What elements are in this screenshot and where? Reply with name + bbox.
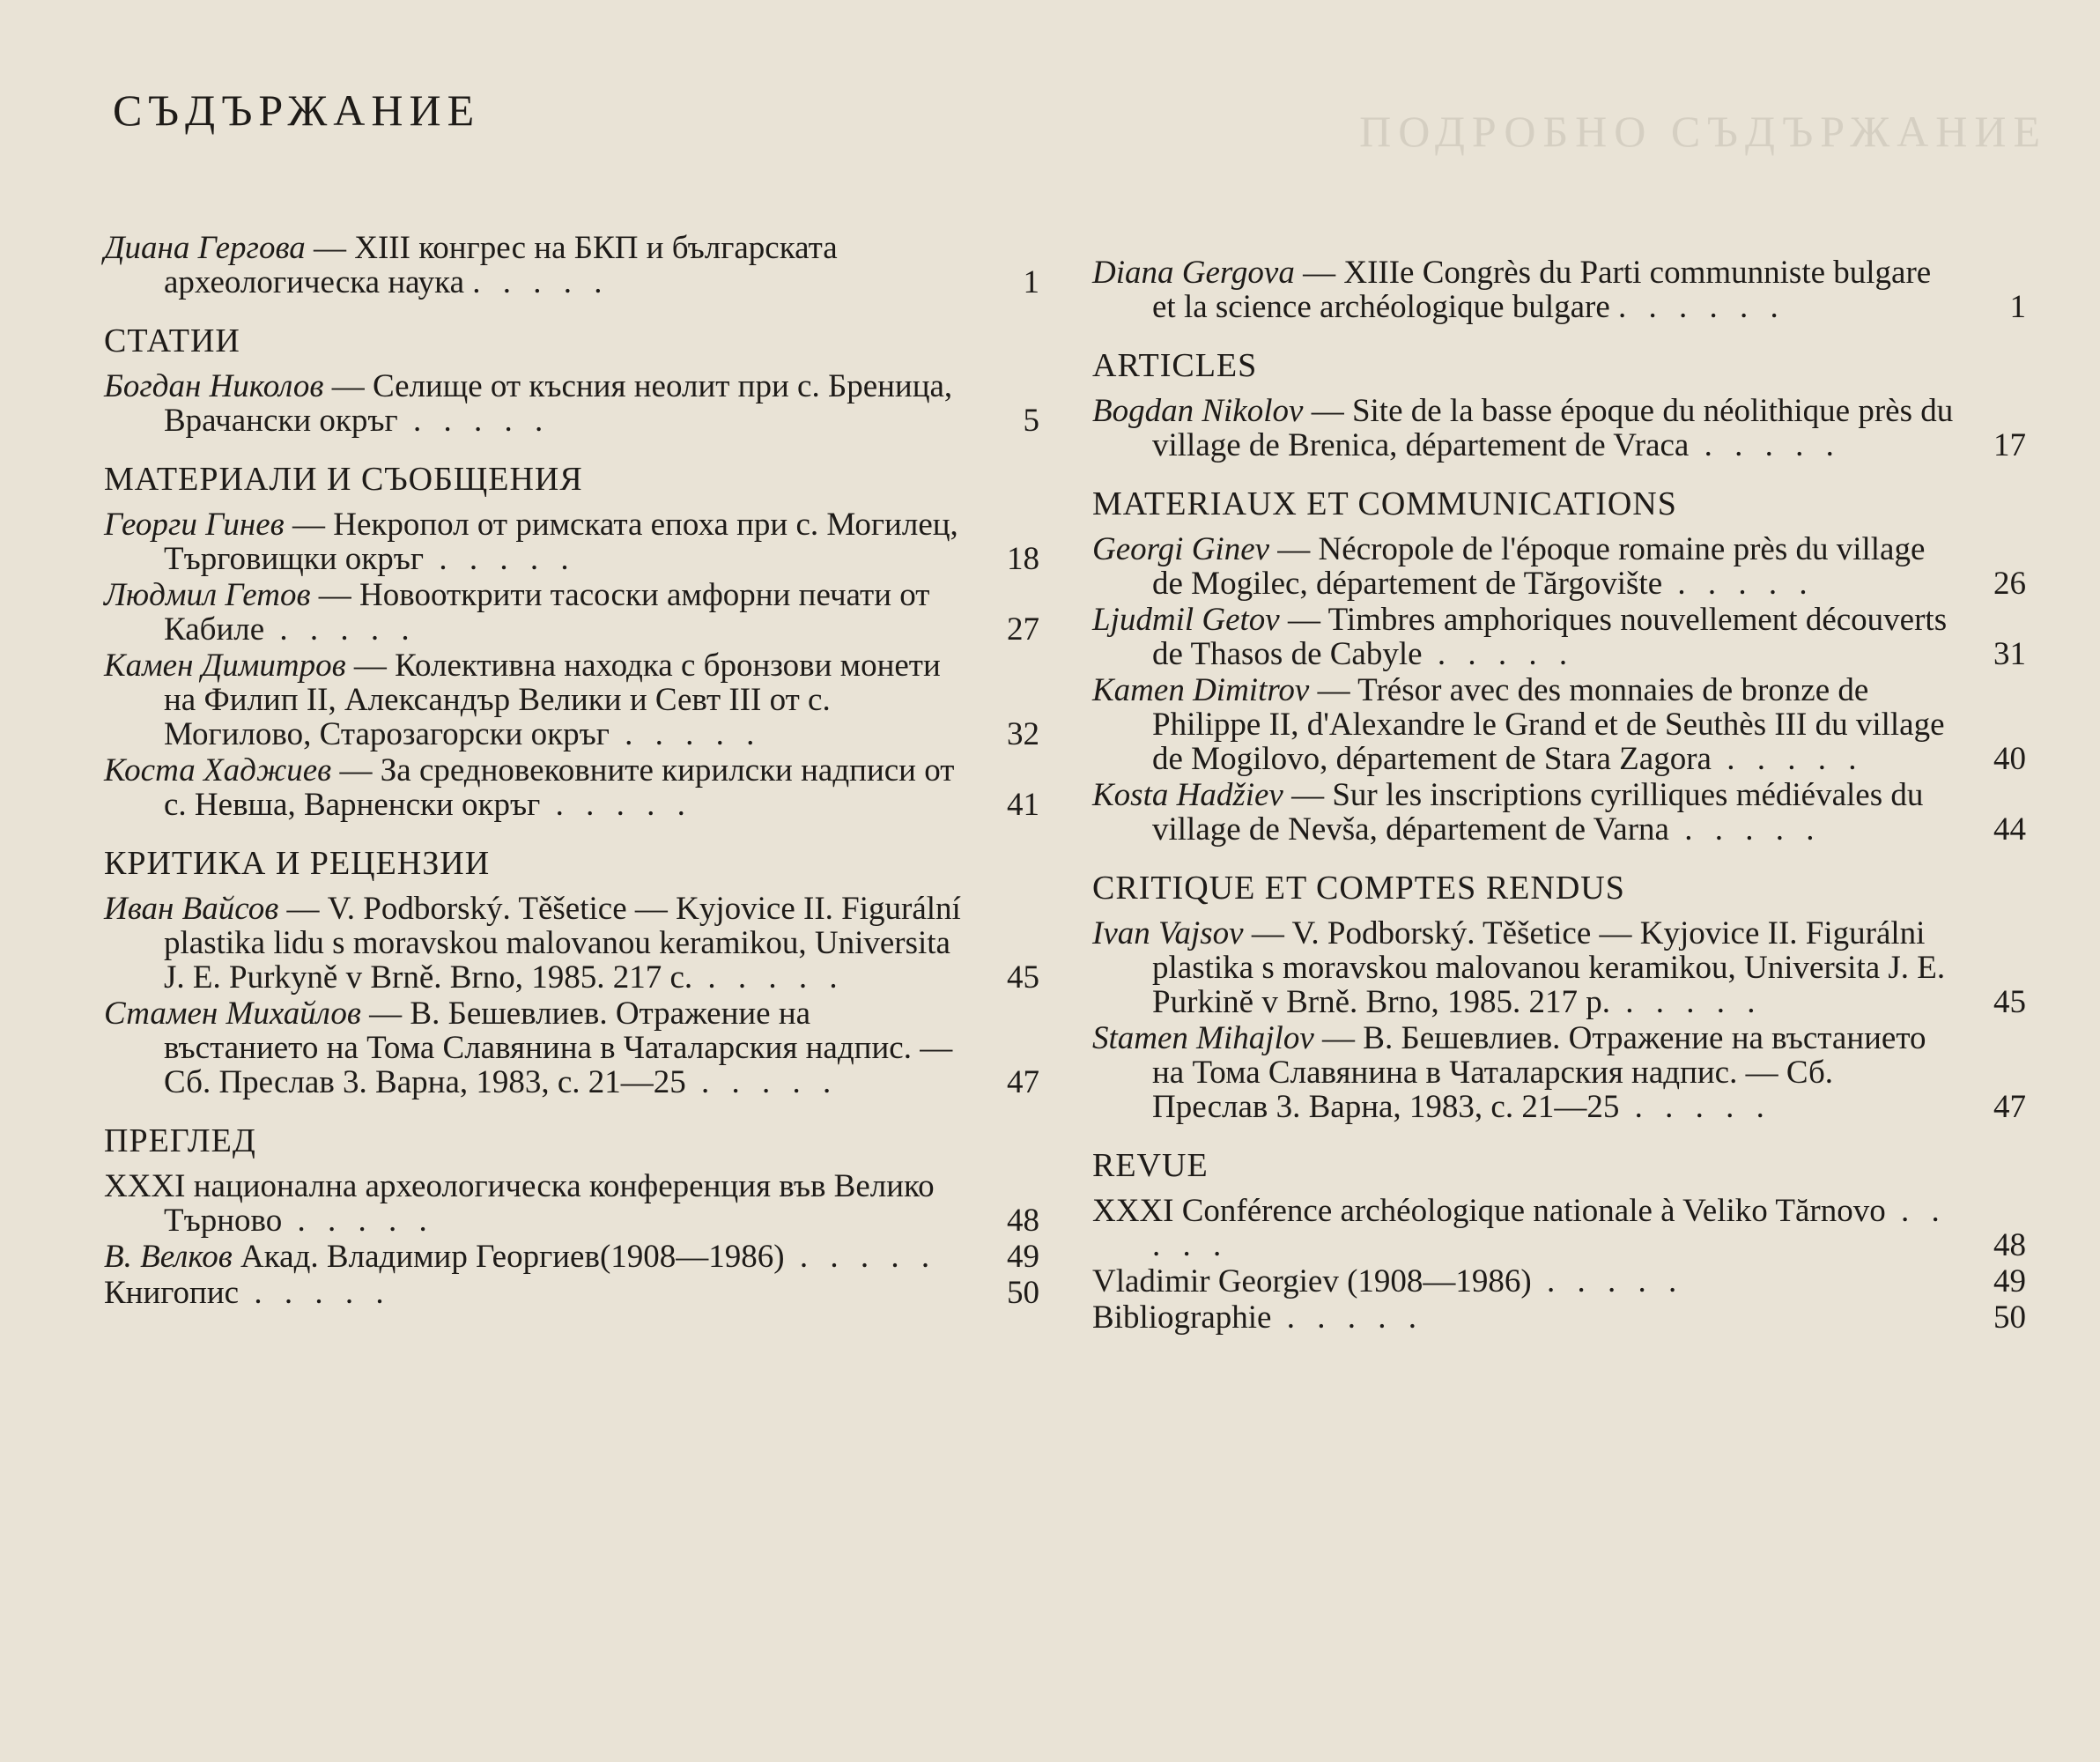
entry-author: Людмил Гетов	[104, 577, 311, 613]
page-number: 27	[1007, 611, 1039, 648]
page-number: 31	[1993, 636, 2026, 672]
entry-title: — Новооткрити тасоски амфорни печати от Кабиле	[164, 577, 930, 648]
section-heading: MATERIAUX ET COMMUNICATIONS	[1092, 485, 1677, 522]
show-through-title: ПОДРОБНО СЪДЪРЖАНИЕ	[1359, 107, 2047, 156]
entry-title: Акад. Владимир Георгиев(1908—1986)	[240, 1239, 785, 1275]
page-number: 50	[1993, 1299, 2026, 1336]
page-number: 45	[1007, 959, 1039, 996]
page-number: 48	[1993, 1227, 2026, 1263]
toc-entry	[1092, 1021, 2026, 1124]
entry-title: XXXI национална археологическа конференция във Велико Търново	[104, 1168, 935, 1239]
entry-author: Kamen Dimitrov	[1092, 672, 1310, 708]
page-number: 49	[1007, 1239, 1039, 1275]
entry-author: Ljudmil Getov	[1092, 602, 1280, 638]
page-number: 47	[1007, 1064, 1039, 1100]
leader-dots: . . . . .	[692, 959, 845, 996]
french-contents-column	[1092, 255, 2026, 1336]
page-number: 18	[1007, 541, 1039, 577]
entry-title: — Timbres amphoriques nouvellement découverts de Thasos de Cabyle	[1152, 602, 1948, 672]
entry-title: — В. Бешевлиев. Отражение на въстанието на Тома Славянина в Чаталарския надпис. — Сб. Преслав 3. Варна, 1983, с. 21—25	[1152, 1020, 1926, 1125]
entry-author: Diana Gergova	[1092, 255, 1295, 291]
toc-entry	[104, 1276, 1039, 1310]
toc-entry	[1092, 1194, 2026, 1262]
page-number: 48	[1007, 1203, 1039, 1239]
entry-author: Диана Гергова	[104, 230, 306, 266]
leader-dots: . . . . .	[282, 1203, 434, 1239]
toc-entry	[104, 369, 1039, 438]
entry-title: — За средновековните кирилски надписи от с. Невша, Варненски окръг	[164, 752, 955, 823]
toc-entry	[104, 231, 1039, 300]
toc-entry	[1092, 603, 2026, 671]
toc-entry	[104, 996, 1039, 1099]
toc-entry	[104, 1240, 1039, 1274]
toc-entry	[104, 578, 1039, 647]
entry-author: Богдан Николов	[104, 368, 324, 404]
page-title: СЪДЪРЖАНИЕ	[113, 85, 481, 135]
leader-dots: . . . . .	[424, 541, 576, 577]
page-number: 40	[1993, 741, 2026, 777]
leader-dots: . . . . .	[784, 1239, 937, 1275]
section-heading: МАТЕРИАЛИ И СЪОБЩЕНИЯ	[104, 461, 583, 498]
entry-title: Bibliographie	[1092, 1299, 1272, 1336]
section-heading: CRITIQUE ET COMPTES RENDUS	[1092, 870, 1625, 907]
page-number: 45	[1993, 984, 2026, 1020]
leader-dots: . . . . .	[609, 716, 762, 752]
page-number: 41	[1007, 787, 1039, 823]
page-number: 47	[1993, 1089, 2026, 1125]
leader-dots: . . . . .	[1271, 1299, 1423, 1336]
entry-author: Bogdan Nikolov	[1092, 393, 1304, 429]
entry-author: Georgi Ginev	[1092, 531, 1270, 567]
entry-title: XXXI Conférence archéologique nationale à Veliko Tărnovo	[1092, 1193, 1886, 1229]
entry-title: Книгопис	[104, 1275, 240, 1311]
entry-title: — V. Podborský. Těšetice — Kyjovice II. Figurálni plastika s moravskou malovanou keramikou, Universita J. E. Purkinĕ v Brně. Brno, 1985. 217 p.	[1152, 915, 1946, 1020]
entry-title: — Site de la basse époque du néolithique près du village de Brenica, département de Vraca	[1152, 393, 1954, 463]
leader-dots: . . . . .	[1668, 811, 1822, 848]
section-list	[104, 324, 1039, 1310]
entry-title: — Sur les inscriptions cyrilliques médiévales du village de Nevša, département de Varna	[1152, 777, 1924, 848]
page-number: 5	[1023, 403, 1039, 439]
page-number: 44	[1993, 811, 2026, 848]
leader-dots: . . . . .	[397, 403, 551, 439]
entry-author: Stamen Mihajlov	[1092, 1020, 1314, 1056]
toc-entry	[1092, 673, 2026, 776]
entry-author: В. Велков	[104, 1239, 233, 1275]
leader-dots: . . . . .	[1662, 566, 1815, 602]
page-number: 50	[1007, 1275, 1039, 1311]
leader-dots: . . . . .	[685, 1064, 839, 1100]
toc-entry	[1092, 778, 2026, 847]
leader-dots: . . . . .	[472, 264, 610, 300]
leader-dots: . . . . .	[1531, 1263, 1684, 1299]
page-number: 49	[1993, 1263, 2026, 1299]
leader-dots: . . . . .	[1689, 427, 1841, 463]
toc-entry	[104, 753, 1039, 822]
leader-dots: . . . . . .	[1618, 289, 1786, 325]
page-number: 32	[1007, 716, 1039, 752]
toc-entry	[1092, 916, 2026, 1019]
page-number: 26	[1993, 566, 2026, 602]
entry-author: Kosta Hadžiev	[1092, 777, 1283, 813]
section-heading: ARTICLES	[1092, 347, 1258, 384]
toc-entry	[1092, 532, 2026, 601]
bulgarian-contents-column	[104, 231, 1039, 1312]
toc-entry	[1092, 1300, 2026, 1335]
entry-title: Vladimir Georgiev (1908—1986)	[1092, 1263, 1532, 1299]
section-heading: СТАТИИ	[104, 322, 240, 359]
entry-title: — XIIIe Congrès du Parti communniste bulgare et la science archéologique bulgare	[1152, 255, 1932, 325]
entry-author: Иван Вайсов	[104, 891, 279, 927]
page-number: 17	[1993, 427, 2026, 463]
toc-entry	[104, 892, 1039, 995]
leader-dots: . . . . .	[1711, 741, 1864, 777]
entry-author: Георги Гинев	[104, 507, 285, 543]
leader-dots: . . . . .	[1152, 1193, 1947, 1263]
toc-entry	[1092, 394, 2026, 463]
entry-author: Коста Хаджиев	[104, 752, 332, 788]
page-number: 1	[1023, 264, 1039, 300]
toc-entry	[104, 648, 1039, 751]
entry-title: — Селище от късния неолит при с. Бреница, Врачански окръг	[164, 368, 953, 439]
toc-entry	[1092, 1264, 2026, 1299]
section-list	[1092, 349, 2026, 1335]
leader-dots: . . . . .	[1610, 984, 1763, 1020]
entry-author: Камен Димитров	[104, 648, 346, 684]
leader-dots: . . . . .	[1422, 636, 1575, 672]
leader-dots: . . . . .	[1619, 1089, 1771, 1125]
section-heading: ПРЕГЛЕД	[104, 1122, 256, 1159]
leader-dots: . . . . .	[239, 1275, 391, 1311]
leader-dots: . . . . .	[264, 611, 417, 648]
entry-author: Стамен Михайлов	[104, 996, 361, 1032]
toc-entry	[104, 507, 1039, 576]
section-heading: REVUE	[1092, 1147, 1209, 1184]
page-number: 1	[2009, 289, 2026, 325]
leader-dots: . . . . .	[540, 787, 692, 823]
entry-title: — V. Podborský. Těšetice — Kyjovice II. Figurální plastika lidu s moravskou malovanou keramikou, Universita J. E. Purkyně v Brně. Brno, 1985. 217 c.	[164, 891, 961, 996]
entry-title: — Trésor avec des monnaies de bronze de Philippe II, d'Alexandre le Grand et de Seuthès III du village de Mogilovo, département de Stara Zagora	[1152, 672, 1945, 777]
entry-title: — Некропол от римската епоха при с. Могилец, Търговищки окръг	[164, 507, 958, 577]
entry-title: — Nécropole de l'époque romaine près du village de Mogilec, département de Tărgovište	[1152, 531, 1926, 602]
toc-entry	[104, 1169, 1039, 1238]
section-heading: КРИТИКА И РЕЦЕНЗИИ	[104, 845, 491, 882]
entry-title: — Колективна находка с бронзови монети на Филип II, Александър Велики и Севт III от с. Могилово, Старозагорски окръг	[164, 648, 941, 752]
toc-entry	[1092, 255, 2026, 324]
entry-author: Ivan Vajsov	[1092, 915, 1244, 951]
entry-title: — В. Бешевлиев. Отражение на въстанието на Тома Славянина в Чаталарския надпис. — Сб. Преслав 3. Варна, 1983, с. 21—25	[164, 996, 953, 1100]
entry-title: — XIII конгрес на БКП и българската археологическа наука	[164, 230, 838, 300]
